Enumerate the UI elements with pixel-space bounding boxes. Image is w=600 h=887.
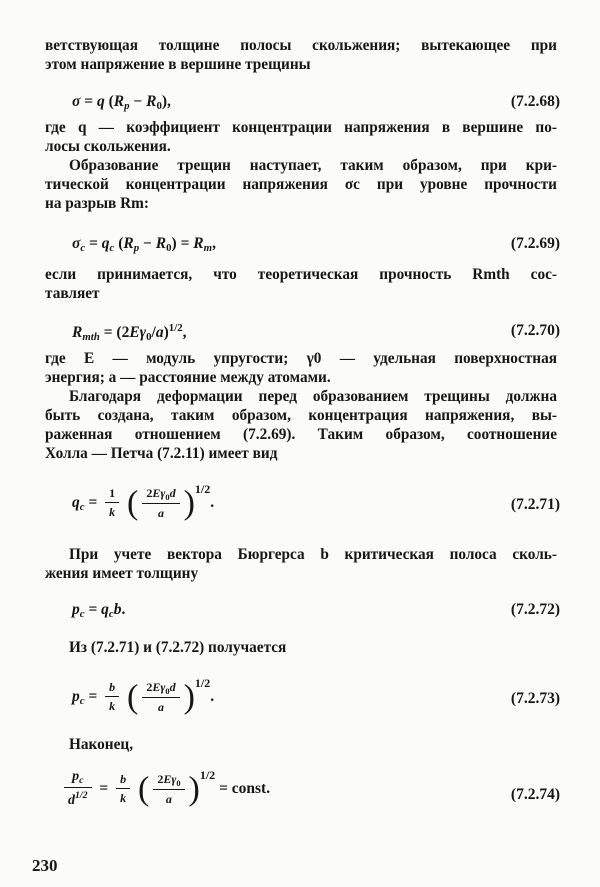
equation-number: (7.2.68)	[510, 93, 560, 110]
text-line: где q — коэффициент концентрации напряжения в вершине по-	[45, 119, 557, 136]
paragraph-3	[45, 156, 557, 213]
text-line: Образование трещин наступает, таким образом, при кри-	[69, 157, 557, 174]
equation-number: (7.2.71)	[510, 496, 560, 513]
text-line: где E — модуль упругости; γ0 — удельная поверхностная	[45, 350, 557, 367]
formula: $R_{mth} = (2E\gamma_0/a)^{1/2}$,	[72, 322, 187, 343]
text-line: если принимается, что теоретическая прочность Rmth сос-	[45, 266, 557, 283]
text-line: Наконец,	[69, 736, 134, 753]
text-line: энергия; a — расстояние между атомами.	[45, 369, 331, 386]
equation-number: (7.2.73)	[510, 690, 560, 707]
paragraph-6	[45, 387, 557, 463]
paragraph-5	[45, 349, 557, 387]
equation-number: (7.2.72)	[510, 601, 560, 618]
paragraph-4	[45, 265, 557, 303]
text-line: на разрыв Rm:	[45, 195, 150, 212]
paragraph-8	[69, 638, 549, 657]
text-line: быть создана, таким образом, концентрация напряжения, вы-	[45, 407, 557, 424]
equation-number: (7.2.74)	[510, 786, 560, 803]
formula: $\frac{p_c}{d^{1/2}}$ = $\frac{b}{k}$ ( $\frac{2E\gamma_0}{a}$ )$^{1/2}$ = const.	[60, 768, 270, 809]
text-line: жения имеет толщину	[45, 565, 199, 582]
equation-7-2-72	[72, 601, 560, 641]
text-line: лосы скольжения.	[45, 138, 171, 155]
text-line: этом напряжение в вершине трещины	[45, 56, 311, 73]
text-line: При учете вектора Бюргерса b критическая полоса сколь-	[69, 546, 557, 563]
equation-7-2-73	[72, 676, 560, 728]
formula: $p_c$ = $\frac{b}{k}$ ( $\frac{2E\gamma_0d}{a}$ )$^{1/2}$.	[72, 676, 215, 716]
equation-number: (7.2.70)	[510, 322, 560, 339]
paragraph-1	[45, 36, 557, 74]
paragraph-7	[45, 545, 557, 583]
text-line: раженная отношением (7.2.69). Таким образом, соотношение	[45, 426, 557, 443]
text-line: Благодаря деформации перед образованием трещины должна	[69, 388, 557, 405]
formula: $p_c = q_cb$.	[72, 601, 126, 620]
text-line: тической концентрации напряжения σc при уровне прочности	[45, 176, 557, 193]
text-line: Холла — Петча (7.2.11) имеет вид	[45, 445, 278, 462]
formula: σ = q $(R_p - R_0)$,	[72, 93, 171, 112]
equation-7-2-71	[72, 482, 560, 534]
paragraph-9	[69, 735, 549, 754]
paragraph-2	[45, 118, 557, 156]
formula: $q_c$ = $\frac{1}{k}$ ( $\frac{2E\gamma_0d}{a}$ )$^{1/2}$.	[72, 482, 215, 522]
formula: $\sigma_c = q_c$ $(R_p - R_0) = R_m$,	[72, 235, 216, 254]
text-line: ветствующая толщине полосы скольжения; вытекающее при	[45, 37, 557, 54]
page-number: 230	[32, 856, 58, 875]
equation-7-2-74	[60, 770, 560, 822]
equation-number: (7.2.69)	[510, 235, 560, 252]
text-line: Из (7.2.71) и (7.2.72) получается	[69, 639, 287, 656]
text-line: тавляет	[45, 285, 100, 302]
